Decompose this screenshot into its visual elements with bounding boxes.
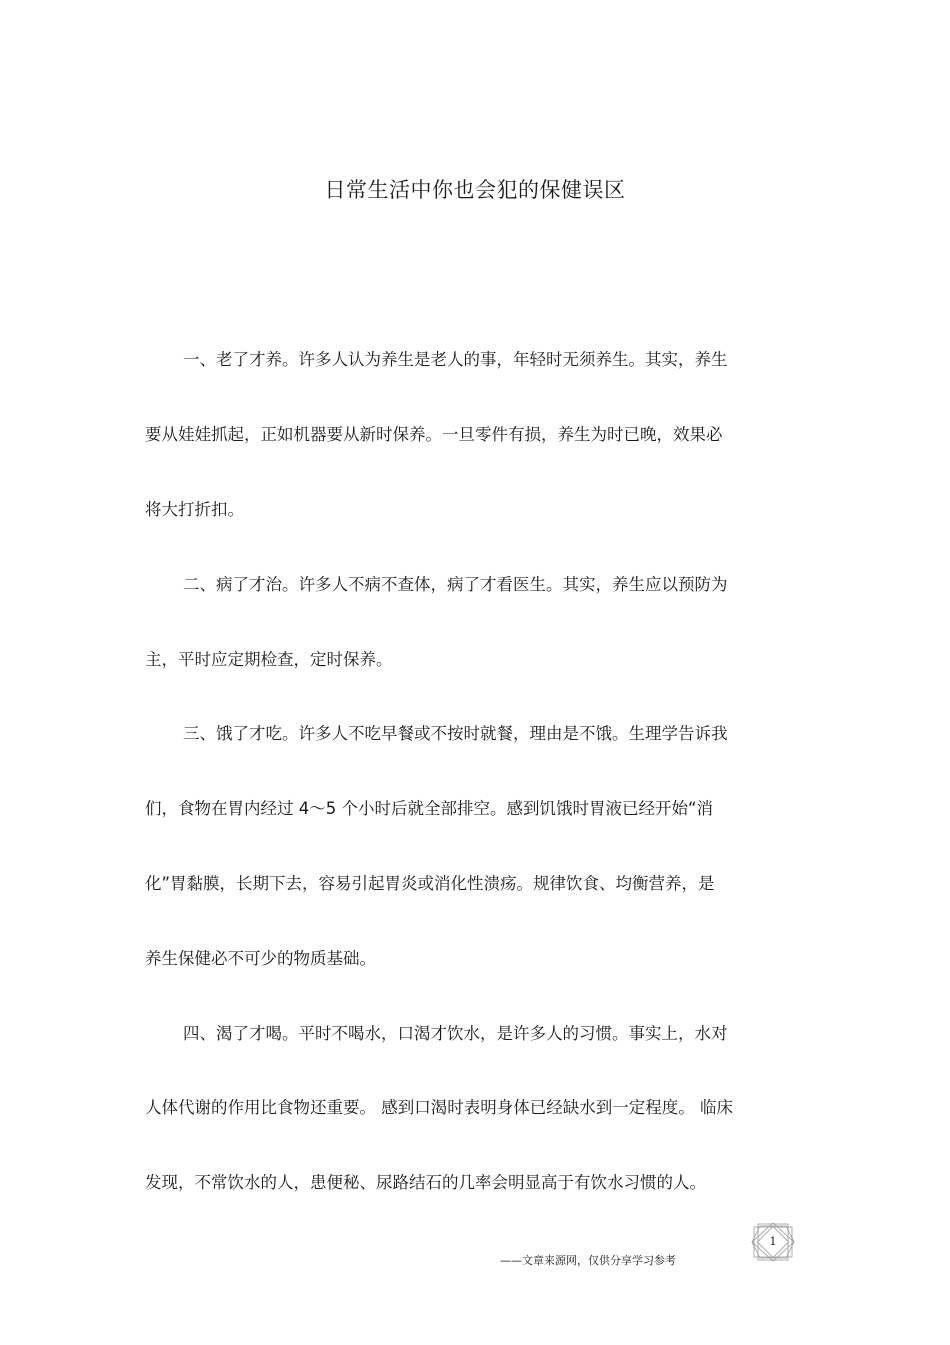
paragraph-2-line-2: 主，平时应定期检查，定时保养。 <box>145 650 393 669</box>
paragraph-3-line-3: 化”胃黏膜，长期下去，容易引起胃炎或消化性溃疡。规律饮食、均衡营养，是 <box>145 874 715 893</box>
paragraph-1-line-1: 一、老了才养。许多人认为养生是老人的事，年轻时无须养生。其实，养生 <box>183 350 728 369</box>
paragraph-3-line-2: 们，食物在胃内经过 4～5 个小时后就全部排空。感到饥饿时胃液已经开始“消 <box>145 799 714 818</box>
paragraph-4-line-1: 四、渴了才喝。平时不喝水，口渴才饮水，是许多人的习惯。事实上，水对 <box>183 1024 728 1043</box>
paragraph-2-line-1: 二、病了才治。许多人不病不查体，病了才看医生。其实，养生应以预防为 <box>183 575 728 594</box>
paragraph-1-line-2: 要从娃娃抓起，正如机器要从新时保养。一旦零件有损，养生为时已晚，效果必 <box>145 425 723 444</box>
paragraph-4-line-2: 人体代谢的作用比食物还重要。 感到口渴时表明身体已经缺水到一定程度。 临床 <box>145 1098 733 1117</box>
page-number: 1 <box>769 1235 777 1248</box>
document-title: 日常生活中你也会犯的保健误区 <box>324 178 626 202</box>
paragraph-4-line-3: 发现，不常饮水的人，患便秘、尿路结石的几率会明显高于有饮水习惯的人。 <box>145 1173 706 1192</box>
paragraph-3-line-1: 三、饿了才吃。许多人不吃早餐或不按时就餐，理由是不饿。生理学告诉我 <box>183 724 728 743</box>
footer-source-note: ——文章来源网，仅供分享学习参考 <box>500 1254 676 1267</box>
page-number-badge <box>750 1222 796 1262</box>
paragraph-3-line-4: 养生保健必不可少的物质基础。 <box>145 949 376 968</box>
paragraph-1-line-3: 将大打折扣。 <box>145 500 244 519</box>
